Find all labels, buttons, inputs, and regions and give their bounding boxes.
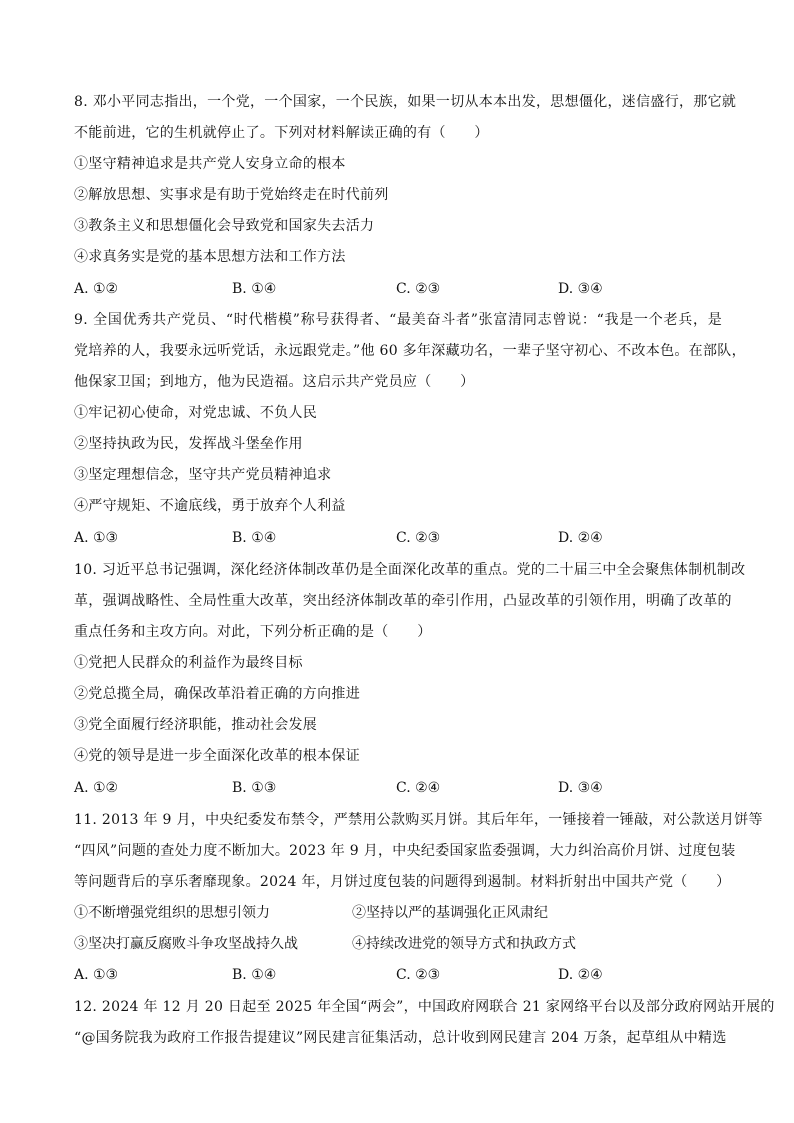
- statement-4: ④持续改进党的领导方式和执政方式: [352, 936, 576, 952]
- option-b: B. ①④: [232, 530, 277, 546]
- statement-2: ②解放思想、实事求是有助于党始终走在时代前列: [74, 187, 389, 203]
- option-b: B. ①③: [232, 780, 277, 796]
- option-d: D. ②④: [558, 967, 603, 983]
- question-stem-line: 革，强调战略性、全局性重大改革，突出经济体制改革的牵引作用，凸显改革的引领作用，明确了改革的: [74, 593, 732, 609]
- question-stem-line: 不能前进，它的生机就停止了。下列对材料解读正确的有（ ）: [74, 125, 489, 141]
- option-c: C. ②③: [396, 967, 441, 983]
- statement-4: ④求真务实是党的基本思想方法和工作方法: [74, 249, 346, 265]
- option-a: A. ①②: [74, 281, 119, 297]
- option-d: D. ③④: [558, 281, 603, 297]
- option-a: A. ①③: [74, 530, 119, 546]
- statement-1: ①党把人民群众的利益作为最终目标: [74, 655, 303, 671]
- statement-2: ②坚持以严的基调强化正风肃纪: [352, 905, 548, 921]
- option-a: A. ①③: [74, 967, 119, 983]
- statement-3: ③教条主义和思想僵化会导致党和国家失去活力: [74, 218, 375, 234]
- option-d: D. ②④: [558, 530, 603, 546]
- question-stem-line: “@国务院我为政府工作报告提建议”网民建言征集活动，总计收到网民建言 204 万条，起草组从中精选: [74, 1030, 727, 1046]
- question-stem-line: 10. 习近平总书记强调，深化经济体制改革仍是全面深化改革的重点。党的二十届三中全会聚焦体制机制改: [74, 562, 746, 578]
- statement-2: ②坚持执政为民，发挥战斗堡垒作用: [74, 436, 303, 452]
- statement-1: ①不断增强党组织的思想引领力: [74, 905, 270, 921]
- option-d: D. ③④: [558, 780, 603, 796]
- statement-4: ④党的领导是进一步全面深化改革的根本保证: [74, 748, 360, 764]
- question-stem-line: 党培养的人，我要永远听党话，永远跟党走。”他 60 多年深藏功名，一辈子坚守初心、不改本色。在部队，: [74, 343, 746, 359]
- statement-3: ③坚定理想信念，坚守共产党员精神追求: [74, 467, 332, 483]
- option-c: C. ②④: [396, 780, 441, 796]
- question-stem-line: 8. 邓小平同志指出，一个党，一个国家，一个民族，如果一切从本本出发，思想僵化，迷信盛行，那它就: [74, 94, 737, 110]
- statement-2: ②党总揽全局，确保改革沿着正确的方向推进: [74, 686, 360, 702]
- question-stem-line: “四风”问题的查处力度不断加大。2023 年 9 月，中央纪委国家监委强调，大力纠治高价月饼、过度包装: [74, 843, 736, 859]
- question-stem-line: 他保家卫国；到地方，他为民造福。这启示共产党员应（ ）: [74, 374, 475, 390]
- option-a: A. ①②: [74, 780, 119, 796]
- statement-3: ③党全面履行经济职能，推动社会发展: [74, 717, 318, 733]
- question-stem-line: 重点任务和主攻方向。对此，下列分析正确的是（ ）: [74, 624, 432, 640]
- option-c: C. ②③: [396, 281, 441, 297]
- statement-1: ①牢记初心使命，对党忠诚、不负人民: [74, 405, 318, 421]
- statement-1: ①坚守精神追求是共产党人安身立命的根本: [74, 156, 346, 172]
- option-b: B. ①④: [232, 281, 277, 297]
- question-stem-line: 等问题背后的享乐奢靡现象。2024 年，月饼过度包装的问题得到遏制。材料折射出中国共产党（ ）: [74, 874, 731, 890]
- option-b: B. ①④: [232, 967, 277, 983]
- question-stem-line: 11. 2013 年 9 月，中央纪委发布禁令，严禁用公款购买月饼。其后年年，一锤接着一锤敲，对公款送月饼等: [74, 812, 763, 828]
- question-stem-line: 12. 2024 年 12 月 20 日起至 2025 年全国“两会”，中国政府网联合 21 家网络平台以及部分政府网站开展的: [74, 999, 775, 1015]
- question-stem-line: 9. 全国优秀共产党员、“时代楷模”称号获得者、“最美奋斗者”张富清同志曾说：“我是一个老兵，是: [74, 312, 722, 328]
- option-c: C. ②③: [396, 530, 441, 546]
- statement-3: ③坚决打赢反腐败斗争攻坚战持久战: [74, 936, 298, 952]
- statement-4: ④严守规矩、不逾底线，勇于放弃个人利益: [74, 498, 346, 514]
